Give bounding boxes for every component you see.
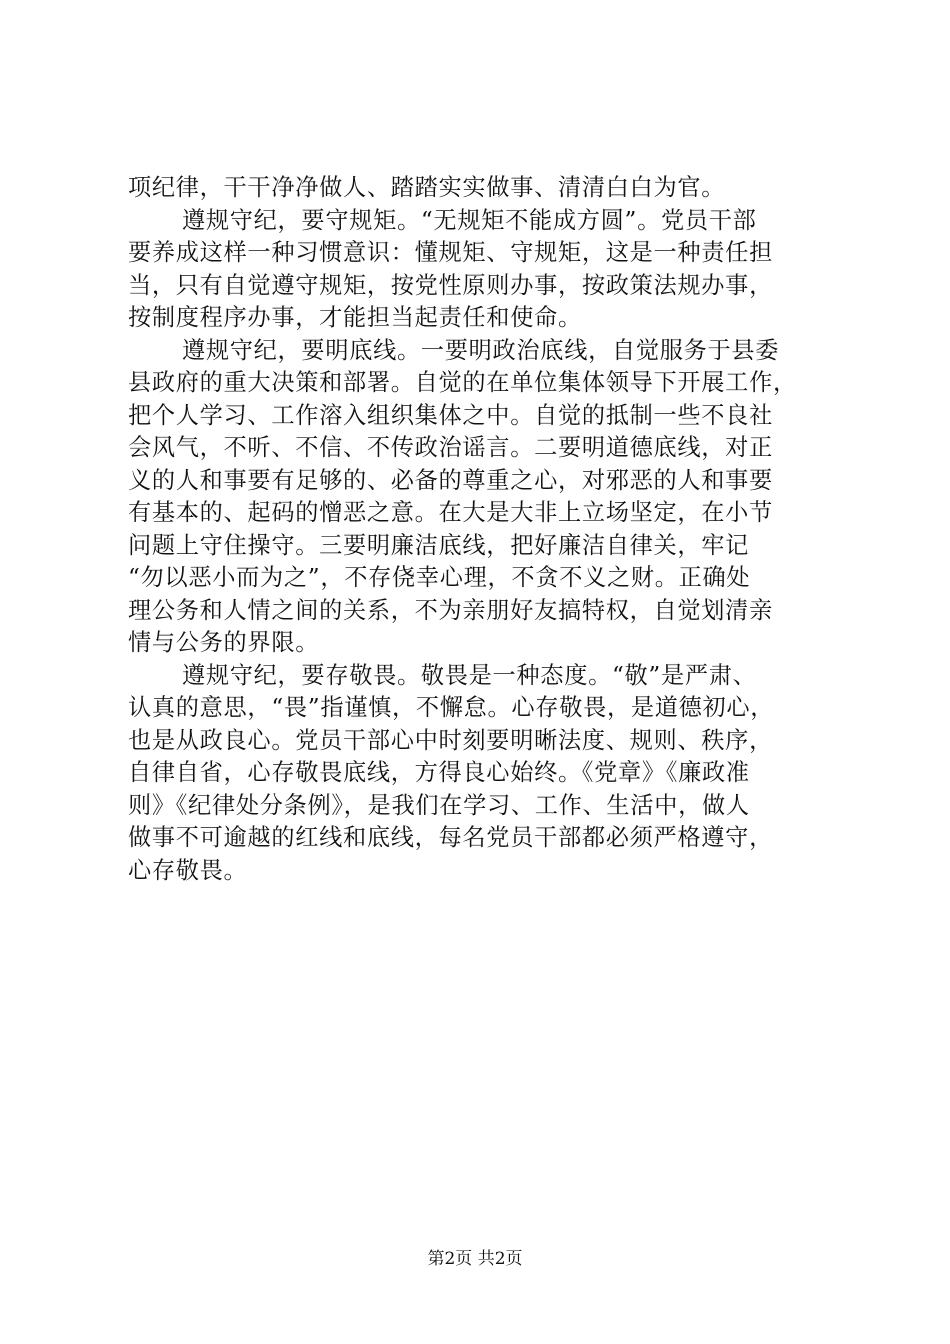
text-line: 心存敬畏。 xyxy=(128,856,248,884)
text-line: 自律自省，心存敬畏底线，方得良心始终。《党章》《廉政准 xyxy=(128,759,750,786)
text-line: 做事不可逾越的红线和底线，每名党员干部都必须严格遵守， xyxy=(128,824,773,851)
text-line: 把个人学习、工作溶入组织集体之中。自觉的抵制一些不良社 xyxy=(128,401,773,429)
text-line: 有基本的、起码的憎恶之意。在大是大非上立场坚定，在小节 xyxy=(128,499,773,526)
text-line: 县政府的重大决策和部署。自觉的在单位集体领导下开展工作， xyxy=(128,369,797,396)
text-line: 认真的意思，“畏”指谨慎，不懈怠。心存敬畏，是道德初心， xyxy=(128,694,775,721)
text-line: 当，只有自觉遵守规矩，按党性原则办事，按政策法规办事， xyxy=(128,271,773,299)
text-line: 要养成这样一种习惯意识：懂规矩、守规矩，这是一种责任担 xyxy=(128,239,773,266)
paragraph-start-line: 遵规守纪，要守规矩。“无规矩不能成方圆”。党员干部 xyxy=(182,206,757,234)
text-line: “勿以恶小而为之”，不存侥幸心理，不贪不义之财。正确处 xyxy=(128,564,751,591)
text-line: 也是从政良心。党员干部心中时刻要明晰法度、规则、秩序， xyxy=(128,726,773,754)
paragraph-start-line: 遵规守纪，要明底线。一要明政治底线，自觉服务于县委 xyxy=(182,336,780,364)
text-line: 问题上守住操守。三要明廉洁底线，把好廉洁自律关，牢记 xyxy=(128,531,750,559)
page-number-footer: 第2页 共2页 xyxy=(427,1249,523,1269)
document-body xyxy=(128,172,840,887)
text-line: 理公务和人情之间的关系，不为亲朋好友搞特权，自觉划清亲 xyxy=(128,596,773,624)
text-line: 情与公务的界限。 xyxy=(128,629,320,656)
text-line: 按制度程序办事，才能担当起责任和使命。 xyxy=(128,304,582,331)
text-line: 项纪律，干干净净做人、踏踏实实做事、清清白白为官。 xyxy=(128,174,726,201)
paragraph-start-line: 遵规守纪，要存敬畏。敬畏是一种态度。“敬”是严肃、 xyxy=(182,661,757,689)
text-line: 义的人和事要有足够的、必备的尊重之心，对邪恶的人和事要 xyxy=(128,466,773,494)
text-line: 会风气，不听、不信、不传政治谣言。二要明道德底线，对正 xyxy=(128,434,773,461)
text-line: 则》《纪律处分条例》，是我们在学习、工作、生活中，做人 xyxy=(128,791,750,819)
